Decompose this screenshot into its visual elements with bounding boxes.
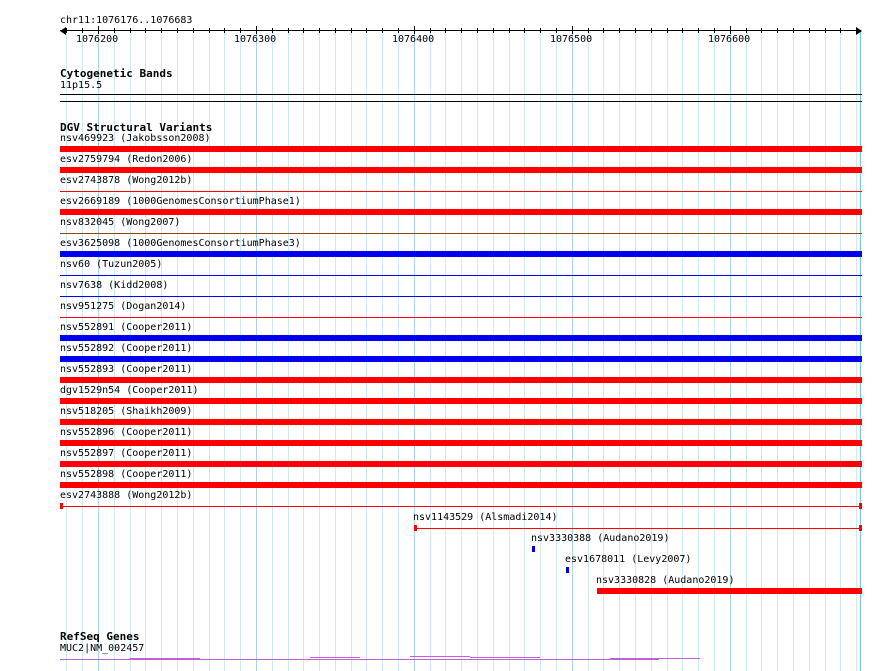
ruler-minor-tick	[761, 28, 762, 33]
grid-line	[256, 30, 257, 671]
grid-line	[240, 30, 241, 671]
gene-segment[interactable]	[60, 659, 659, 660]
sv-feature-bar[interactable]	[60, 167, 862, 173]
sv-label[interactable]: esv1678011 (Levy2007)	[565, 554, 692, 565]
ruler-minor-tick	[224, 28, 225, 33]
sv-label[interactable]: nsv552893 (Cooper2011)	[60, 364, 193, 375]
grid-line	[477, 30, 478, 671]
sv-label[interactable]: nsv552898 (Cooper2011)	[60, 469, 193, 480]
sv-feature-bar[interactable]	[60, 356, 862, 362]
grid-line	[825, 30, 826, 671]
ruler-tick-label: 1076400	[392, 34, 435, 45]
sv-feature-bar[interactable]	[60, 146, 862, 152]
ruler-minor-tick	[856, 28, 857, 33]
grid-line	[398, 30, 399, 671]
grid-line	[430, 30, 431, 671]
grid-line	[588, 30, 589, 671]
grid-line	[809, 30, 810, 671]
grid-line	[366, 30, 367, 671]
ruler-tick-label: 1076600	[708, 34, 751, 45]
ruler-tick-label: 1076500	[550, 34, 593, 45]
sv-label[interactable]: esv2743878 (Wong2012b)	[60, 175, 193, 186]
sv-label[interactable]: esv2759794 (Redon2006)	[60, 154, 193, 165]
grid-line	[303, 30, 304, 671]
sv-feature-bar[interactable]	[414, 528, 862, 529]
sv-feature-bar[interactable]	[597, 588, 862, 594]
grid-line	[445, 30, 446, 671]
ruler-minor-tick	[540, 28, 541, 33]
sv-feature-bar[interactable]	[60, 419, 862, 425]
grid-line	[224, 30, 225, 671]
ruler-minor-tick	[193, 28, 194, 33]
ruler-minor-tick	[177, 28, 178, 33]
ruler-minor-tick	[556, 28, 557, 33]
ruler-minor-tick	[398, 28, 399, 33]
ruler-major-tick	[730, 26, 731, 34]
grid-line	[761, 30, 762, 671]
sv-feature-bar[interactable]	[60, 296, 862, 297]
grid-line	[840, 30, 841, 671]
grid-line	[524, 30, 525, 671]
sv-label[interactable]: nsv552891 (Cooper2011)	[60, 322, 193, 333]
grid-line	[351, 30, 352, 671]
grid-line	[272, 30, 273, 671]
ruler-minor-tick	[319, 28, 320, 33]
sv-feature-start-cap[interactable]	[414, 525, 417, 531]
sv-label[interactable]: nsv552896 (Cooper2011)	[60, 427, 193, 438]
ruler-minor-tick	[493, 28, 494, 33]
sv-feature-end-cap[interactable]	[859, 503, 862, 509]
ruler-minor-tick	[588, 28, 589, 33]
sv-label[interactable]: esv2669189 (1000GenomesConsortiumPhase1)	[60, 196, 301, 207]
sv-feature-bar[interactable]	[60, 251, 862, 257]
grid-line	[572, 30, 573, 671]
ruler-minor-tick	[114, 28, 115, 33]
grid-line	[556, 30, 557, 671]
ruler-minor-tick	[366, 28, 367, 33]
ruler-minor-tick	[840, 28, 841, 33]
sv-feature-bar[interactable]	[60, 506, 862, 507]
ruler-minor-tick	[461, 28, 462, 33]
ruler-minor-tick	[635, 28, 636, 33]
sv-label[interactable]: nsv3330828 (Audano2019)	[596, 575, 735, 586]
grid-line	[509, 30, 510, 671]
sv-label[interactable]: esv3625098 (1000GenomesConsortiumPhase3)	[60, 238, 301, 249]
sv-label[interactable]: esv2743888 (Wong2012b)	[60, 490, 193, 501]
ruler-minor-tick	[145, 28, 146, 33]
sv-label[interactable]: nsv832045 (Wong2007)	[60, 217, 181, 228]
sv-feature-bar[interactable]	[60, 398, 862, 404]
ruler-minor-tick	[445, 28, 446, 33]
sv-feature-bar[interactable]	[60, 482, 862, 488]
sv-feature-bar[interactable]	[566, 567, 569, 573]
grid-line	[382, 30, 383, 671]
ruler-minor-tick	[603, 28, 604, 33]
ruler-minor-tick	[288, 28, 289, 33]
ruler-minor-tick	[335, 28, 336, 33]
ruler-minor-tick	[430, 28, 431, 33]
ruler-minor-tick	[651, 28, 652, 33]
grid-line	[414, 30, 415, 671]
ruler-coordinates: chr11:1076176..1076683	[60, 15, 193, 26]
grid-line	[793, 30, 794, 671]
ruler-major-tick	[98, 26, 99, 34]
ruler-minor-tick	[619, 28, 620, 33]
sv-feature-bar[interactable]	[60, 209, 862, 215]
gene-segment[interactable]	[610, 658, 700, 659]
sv-label[interactable]: nsv469923 (Jakobsson2008)	[60, 133, 211, 144]
gene-segment[interactable]	[470, 657, 540, 658]
ruler-minor-tick	[714, 28, 715, 33]
ruler-minor-tick	[793, 28, 794, 33]
sv-feature-bar[interactable]	[60, 461, 862, 467]
ruler-minor-tick	[240, 28, 241, 33]
sv-label[interactable]: nsv518205 (Shaikh2009)	[60, 406, 193, 417]
grid-line	[335, 30, 336, 671]
sv-label[interactable]: nsv1143529 (Alsmadi2014)	[413, 512, 558, 523]
sv-label[interactable]: nsv552892 (Cooper2011)	[60, 343, 193, 354]
ruler-major-tick	[256, 26, 257, 34]
refseq-track-title[interactable]: RefSeq Genes	[60, 630, 140, 643]
ruler-minor-tick	[682, 28, 683, 33]
ruler-major-tick	[572, 26, 573, 34]
ruler-tick-label: 1076200	[76, 34, 119, 45]
grid-line	[493, 30, 494, 671]
sv-feature-end-cap[interactable]	[859, 525, 862, 531]
ruler-major-tick	[414, 26, 415, 34]
grid-line	[319, 30, 320, 671]
refseq-gene-label[interactable]: MUC2|NM_002457	[60, 643, 145, 654]
sv-label[interactable]: nsv7638 (Kidd2008)	[60, 280, 169, 291]
sv-feature-bar[interactable]	[60, 377, 862, 383]
ruler-minor-tick	[272, 28, 273, 33]
grid-line	[288, 30, 289, 671]
ruler-minor-tick	[667, 28, 668, 33]
sv-label[interactable]: nsv552897 (Cooper2011)	[60, 448, 193, 459]
sv-feature-bar[interactable]	[60, 335, 862, 341]
sv-label[interactable]: nsv60 (Tuzun2005)	[60, 259, 163, 270]
ruler-minor-tick	[209, 28, 210, 33]
cytoband-bar-bottom[interactable]	[60, 101, 862, 102]
sv-label[interactable]: nsv3330388 (Audano2019)	[531, 533, 670, 544]
grid-line	[777, 30, 778, 671]
ruler-minor-tick	[161, 28, 162, 33]
sv-feature-bar[interactable]	[60, 317, 862, 318]
cytoband-bar-top[interactable]	[60, 94, 862, 95]
ruler-minor-tick	[130, 28, 131, 33]
gene-segment[interactable]	[130, 658, 200, 659]
grid-line	[860, 30, 861, 671]
ruler-minor-tick	[303, 28, 304, 33]
ruler-minor-tick	[82, 28, 83, 33]
dgv-track-title[interactable]: DGV Structural Variants	[60, 121, 213, 134]
ruler-minor-tick	[66, 28, 67, 33]
sv-feature-bar[interactable]	[60, 440, 862, 446]
gene-segment[interactable]	[310, 657, 360, 658]
ruler-minor-tick	[809, 28, 810, 33]
sv-label[interactable]: nsv951275 (Dogan2014)	[60, 301, 187, 312]
grid-line	[856, 30, 857, 671]
ruler-minor-tick	[351, 28, 352, 33]
sv-feature-bar[interactable]	[532, 546, 535, 552]
ruler-minor-tick	[698, 28, 699, 33]
ruler-minor-tick	[825, 28, 826, 33]
cytoband-track-title[interactable]: Cytogenetic Bands	[60, 67, 173, 80]
sv-feature-bar[interactable]	[60, 233, 862, 234]
ruler-tick-label: 1076300	[234, 34, 277, 45]
sv-feature-bar[interactable]	[60, 191, 862, 192]
cytoband-label: 11p15.5	[60, 80, 103, 91]
ruler-minor-tick	[477, 28, 478, 33]
grid-line	[746, 30, 747, 671]
grid-line	[461, 30, 462, 671]
ruler-minor-tick	[524, 28, 525, 33]
ruler-minor-tick	[382, 28, 383, 33]
grid-line	[540, 30, 541, 671]
ruler-minor-tick	[746, 28, 747, 33]
sv-feature-bar[interactable]	[60, 275, 862, 276]
sv-feature-start-cap[interactable]	[60, 503, 63, 509]
ruler-minor-tick	[509, 28, 510, 33]
sv-label[interactable]: dgv1529n54 (Cooper2011)	[60, 385, 199, 396]
ruler-minor-tick	[777, 28, 778, 33]
gene-segment[interactable]	[410, 656, 470, 657]
